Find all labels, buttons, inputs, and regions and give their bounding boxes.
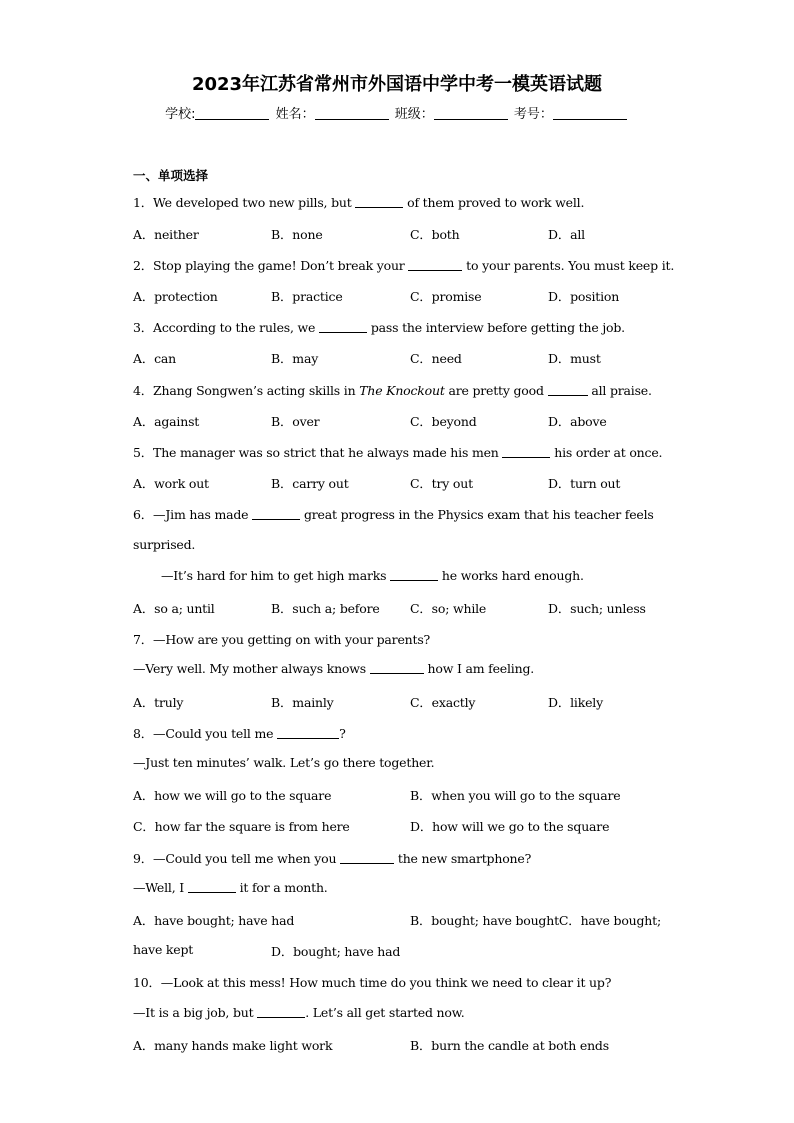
school-blank[interactable] xyxy=(195,106,269,120)
question-text: 4．Zhang Songwen’s acting skills in xyxy=(133,383,356,398)
question-text: —Very well. My mother always knows xyxy=(133,661,366,676)
q1-option-d[interactable]: D．all xyxy=(548,227,585,242)
question-text: pass the interview before getting the job. xyxy=(370,320,625,335)
q2-option-c[interactable]: C．promise xyxy=(410,289,482,304)
question-text: . Let’s all get started now. xyxy=(305,1005,465,1020)
q7-option-c[interactable]: C．exactly xyxy=(410,695,476,710)
number-label: 考号： xyxy=(513,107,553,122)
q8-option-a[interactable]: A．how we will go to the square xyxy=(133,788,332,803)
q4-option-b[interactable]: B．over xyxy=(271,414,320,429)
q9-option-a[interactable]: A．have bought; have had xyxy=(133,913,295,928)
q6-option-c[interactable]: C．so; while xyxy=(410,601,487,616)
question-text: of them proved to work well. xyxy=(407,195,585,210)
q5-option-b[interactable]: B．carry out xyxy=(271,476,349,491)
answer-blank xyxy=(252,507,300,520)
number-blank[interactable] xyxy=(553,106,627,120)
question-3 xyxy=(133,318,625,336)
class-blank[interactable] xyxy=(434,106,508,120)
question-text: the new smartphone? xyxy=(397,851,532,866)
question-7: 7．—How are you getting on with your parents? xyxy=(133,632,431,647)
q2-option-d[interactable]: D．position xyxy=(548,289,620,304)
q10-option-a[interactable]: A．many hands make light work xyxy=(133,1038,333,1053)
q7-option-d[interactable]: D．likely xyxy=(548,695,603,710)
question-10-reply xyxy=(133,1005,465,1020)
q2-option-a[interactable]: A．protection xyxy=(133,289,218,304)
question-4 xyxy=(133,381,652,399)
answer-blank xyxy=(340,851,394,864)
question-text: all praise. xyxy=(591,383,652,398)
question-text: 1．We developed two new pills, but xyxy=(133,195,352,210)
page-title: 2023年江苏省常州市外国语中学中考一模英语试题 xyxy=(191,74,603,95)
question-text: 9．—Could you tell me when you xyxy=(133,851,337,866)
question-6-cont: surprised. xyxy=(133,537,196,552)
q3-option-c[interactable]: C．need xyxy=(410,351,462,366)
q8-option-c[interactable]: C．how far the square is from here xyxy=(133,819,350,834)
question-text: —It is a big job, but xyxy=(133,1005,254,1020)
q10-option-b[interactable]: B．burn the candle at both ends xyxy=(410,1038,609,1053)
question-text: he works hard enough. xyxy=(441,568,584,583)
q5-option-d[interactable]: D．turn out xyxy=(548,476,621,491)
answer-blank xyxy=(355,195,403,208)
answer-blank xyxy=(277,726,339,739)
q9-option-c-cont[interactable]: have kept xyxy=(133,942,194,957)
answer-blank xyxy=(319,320,367,333)
q5-option-a[interactable]: A．work out xyxy=(133,476,209,491)
q4-option-a[interactable]: A．against xyxy=(133,414,200,429)
question-6-reply xyxy=(161,568,584,583)
q1-option-a[interactable]: A．neither xyxy=(133,227,199,242)
question-text: to your parents. You must keep it. xyxy=(466,258,675,273)
class-label: 班级： xyxy=(394,107,434,122)
question-text: 3．According to the rules, we xyxy=(133,320,316,335)
question-5 xyxy=(133,443,662,461)
question-text: great progress in the Physics exam that his teacher feels xyxy=(303,507,654,522)
question-text: —Well, I xyxy=(133,880,185,895)
question-8-reply: —Just ten minutes’ walk. Let’s go there together. xyxy=(133,755,435,770)
title-italic: The Knockout xyxy=(359,383,445,398)
question-2 xyxy=(133,256,674,274)
answer-blank xyxy=(188,880,236,893)
question-6 xyxy=(133,505,654,523)
q3-option-a[interactable]: A．can xyxy=(133,351,177,366)
question-10: 10．—Look at this mess! How much time do you think we need to clear it up? xyxy=(133,975,612,990)
q3-option-d[interactable]: D．must xyxy=(548,351,601,366)
question-text: 8．—Could you tell me xyxy=(133,726,274,741)
q2-option-b[interactable]: B．practice xyxy=(271,289,343,304)
question-9-reply xyxy=(133,880,328,895)
question-text: his order at once. xyxy=(554,445,663,460)
question-7-reply xyxy=(133,661,534,676)
q1-option-c[interactable]: C．both xyxy=(410,227,460,242)
question-1 xyxy=(133,193,584,211)
name-label: 姓名： xyxy=(275,107,315,122)
answer-blank xyxy=(548,383,588,396)
answer-blank xyxy=(408,258,462,271)
question-text: ? xyxy=(339,726,346,741)
answer-blank xyxy=(370,661,424,674)
question-text: it for a month. xyxy=(239,880,328,895)
question-text: —It’s hard for him to get high marks xyxy=(161,568,387,583)
question-text: 2．Stop playing the game! Don’t break your xyxy=(133,258,405,273)
q9-option-d[interactable]: D．bought; have had xyxy=(271,944,401,959)
q6-option-b[interactable]: B．such a; before xyxy=(271,601,380,616)
answer-blank xyxy=(502,445,550,458)
question-text: 6．—Jim has made xyxy=(133,507,249,522)
q7-option-b[interactable]: B．mainly xyxy=(271,695,334,710)
answer-blank xyxy=(390,568,438,581)
q8-option-b[interactable]: B．when you will go to the square xyxy=(410,788,621,803)
question-8 xyxy=(133,724,346,742)
q4-option-c[interactable]: C．beyond xyxy=(410,414,477,429)
question-text: 5．The manager was so strict that he always made his men xyxy=(133,445,499,460)
q4-option-d[interactable]: D．above xyxy=(548,414,607,429)
student-info-line xyxy=(0,103,794,122)
q6-option-d[interactable]: D．such; unless xyxy=(548,601,646,616)
name-blank[interactable] xyxy=(315,106,389,120)
answer-blank xyxy=(257,1005,305,1018)
section-heading: 一、单项选择 xyxy=(133,168,209,183)
q1-option-b[interactable]: B．none xyxy=(271,227,323,242)
q8-option-d[interactable]: D．how will we go to the square xyxy=(410,819,610,834)
q9-option-b[interactable]: B．bought; have boughtC．have bought; xyxy=(410,913,661,928)
q3-option-b[interactable]: B．may xyxy=(271,351,319,366)
question-text: how I am feeling. xyxy=(427,661,535,676)
question-9 xyxy=(133,849,531,867)
q7-option-a[interactable]: A．truly xyxy=(133,695,184,710)
school-label: 学校: xyxy=(165,107,196,122)
q5-option-c[interactable]: C．try out xyxy=(410,476,473,491)
q6-option-a[interactable]: A．so a; until xyxy=(133,601,215,616)
question-text: are pretty good xyxy=(448,383,544,398)
